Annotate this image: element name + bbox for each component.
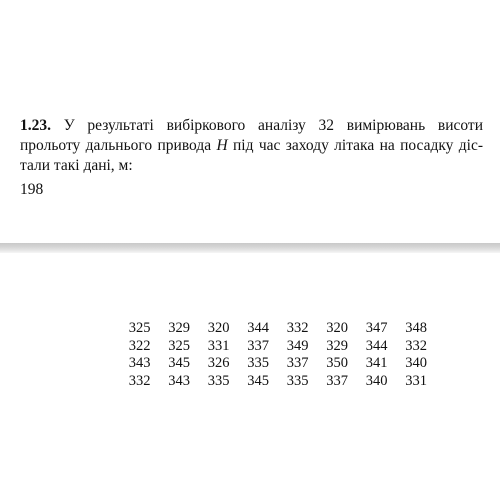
table-cell: 335 (286, 372, 309, 389)
variable-h: H (216, 137, 228, 154)
table-cell: 325 (128, 320, 151, 336)
table-cell: 344 (247, 320, 269, 336)
problem-number: 1.23. (20, 117, 51, 134)
table-cell: 320 (207, 320, 230, 336)
problem-text-line-2a: прольоту дальнього привода (20, 137, 212, 154)
table-cell: 343 (128, 355, 151, 371)
page-divider (0, 243, 500, 253)
data-table (111, 320, 427, 390)
page-number: 198 (20, 181, 44, 198)
table-cell: 326 (207, 355, 230, 371)
table-cell: 325 (168, 337, 190, 354)
table-cell: 332 (405, 337, 427, 354)
problem-line-3 (20, 156, 483, 176)
table-cell: 331 (207, 337, 230, 354)
table-cell: 335 (247, 355, 269, 371)
table-cell: 322 (128, 337, 151, 354)
table-cell: 332 (128, 372, 151, 389)
table-cell: 341 (365, 355, 388, 371)
table-cell: 343 (168, 372, 190, 389)
problem-text-line-3: тали такі дані, м: (20, 157, 133, 174)
table-cell: 320 (326, 320, 348, 336)
problem-line-1 (20, 116, 483, 136)
table-cell: 340 (405, 355, 427, 371)
problem-statement (20, 116, 483, 176)
page-top-fragment (0, 0, 500, 243)
table-cell: 340 (365, 372, 388, 389)
table-cell: 344 (365, 337, 388, 354)
table-cell: 337 (247, 337, 269, 354)
table-cell: 347 (365, 320, 388, 336)
table-cell: 329 (168, 320, 190, 336)
table-cell: 329 (326, 337, 348, 354)
table-cell: 350 (326, 355, 348, 371)
table-cell: 345 (247, 372, 269, 389)
problem-text-line-1: У результаті вибіркового аналізу 32 вимірювань висоти (63, 117, 484, 134)
problem-line-2 (20, 136, 483, 156)
problem-text-line-2b: під час заходу літака на посадку діс- (233, 137, 483, 154)
table-cell: 337 (326, 372, 348, 389)
table-cell: 332 (286, 320, 309, 336)
table-cell: 337 (286, 355, 309, 371)
table-cell: 345 (168, 355, 190, 371)
table-cell: 348 (405, 320, 427, 336)
table-cell: 349 (286, 337, 309, 354)
table-cell: 335 (207, 372, 230, 389)
table-cell: 331 (405, 372, 427, 389)
